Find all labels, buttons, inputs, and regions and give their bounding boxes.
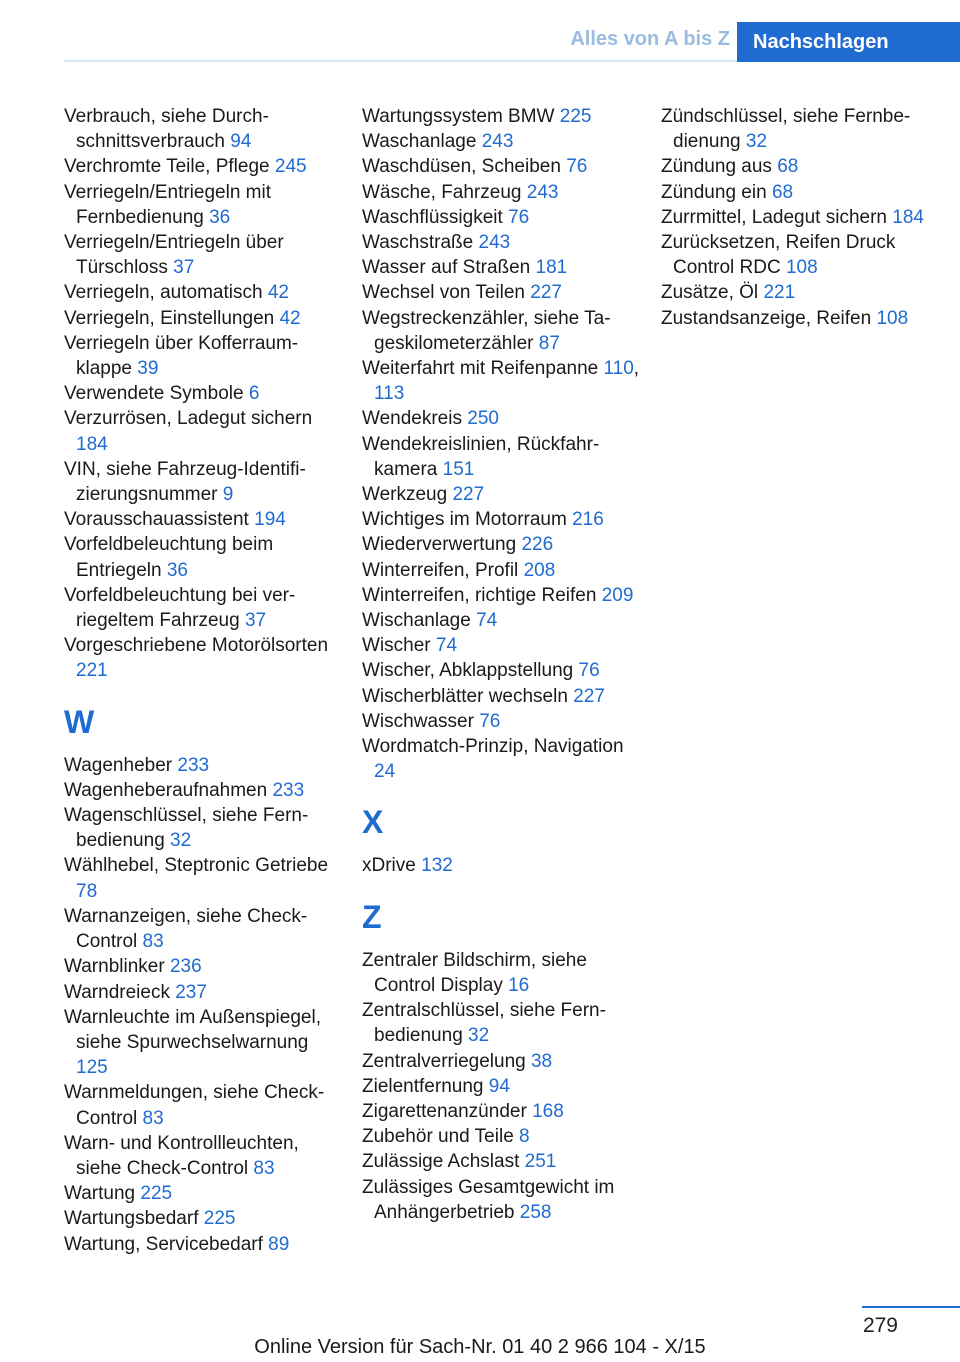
index-term: Warnblinker [64,956,165,978]
index-term: Vorfeldbeleuchtung bei verriegeltem Fahrzeug [64,584,296,632]
index-term: Wischanlage [362,610,471,632]
footer-rule [862,1306,960,1308]
index-entry [362,532,642,557]
index-term: Wartung [64,1183,136,1205]
index-entry [64,180,344,230]
index-term: Warndreieck [64,981,170,1003]
index-term: Warnanzeigen, siehe Check-Control [64,905,308,953]
index-term: Verriegeln über Kofferraumklappe [64,332,299,380]
index-entry [362,180,642,205]
page-link[interactable]: 68 [771,181,794,203]
index-column-2 [362,104,642,1225]
index-term: Zielentfernung [362,1075,484,1097]
page-link[interactable]: 250 [467,408,499,430]
index-entry [64,406,344,456]
page-link[interactable]: 36 [166,559,188,581]
index-term: Zurücksetzen, Reifen Druck Control RDC [661,232,896,279]
page-link[interactable]: 221 [76,660,108,682]
page-link[interactable]: 194 [254,509,286,531]
page-link[interactable]: 225 [140,1183,173,1205]
index-entry [64,331,344,381]
index-entry [661,230,941,280]
index-term: Wagenheberaufnahmen [64,779,268,801]
index-term: Wagenschlüssel, siehe Fernbedienung [64,805,309,852]
page-link[interactable]: 9 [222,484,234,506]
index-entry [362,998,642,1048]
index-entry [64,280,344,305]
page-link[interactable]: 38 [530,1050,553,1072]
index-term: Zentralverriegelung [362,1050,526,1072]
index-entry [64,1181,344,1206]
index-term: Wagenheber [64,754,173,776]
index-entry [362,1099,642,1124]
section-letter: W [64,703,95,740]
index-term: Zulässiges Gesamtgewicht im Anhängerbetrieb [362,1176,615,1223]
index-term: Waschflüssigkeit [362,206,503,228]
index-entry [362,1124,642,1149]
index-term: Zentralschlüssel, siehe Fernbedienung [362,1000,606,1047]
index-entry [64,1206,344,1231]
page-link[interactable]: 32 [745,131,768,153]
index-term: Wartungssystem BMW [362,106,555,127]
index-term: Zubehör und Teile [362,1126,514,1148]
page-link[interactable]: 233 [177,754,210,776]
index-term: Waschdüsen, Scheiben [362,156,561,178]
page-link[interactable]: 216 [572,509,604,531]
index-term: Werkzeug [362,484,448,506]
page-link[interactable]: 237 [175,981,207,1003]
index-term: Vorausschauassistent [64,509,249,531]
index-entry [362,734,642,784]
index-entry [362,853,642,878]
index-term: Verriegeln, automatisch [64,282,263,304]
index-term: Wordmatch-Prinzip, Navigation [362,736,624,758]
index-term: Waschanlage [362,131,477,153]
page-link[interactable]: 36 [209,206,231,228]
index-term: Zustandsanzeige, Reifen [661,307,872,329]
page-link[interactable]: 94 [230,131,252,153]
index-term: Winterreifen, Profil [362,559,519,581]
page-link[interactable]: 243 [478,232,511,254]
page-link[interactable]: 42 [279,307,301,329]
index-entry [64,1005,344,1081]
index-entry [362,230,642,255]
index-term: Warnleuchte im Außenspiegel, siehe Spurwechselwarnung [64,1006,321,1053]
index-entry [362,432,642,482]
page-link[interactable]: 8 [519,1126,530,1148]
page-link[interactable]: 208 [523,559,556,581]
index-entry [64,954,344,979]
index-entry [64,803,344,853]
page-link[interactable]: 76 [578,660,600,682]
page-link[interactable]: 83 [142,931,164,953]
page-link[interactable]: 16 [508,974,530,996]
page-link[interactable]: 221 [763,282,796,304]
index-entry [362,482,642,507]
index-entry [64,633,344,683]
index-term: Wäsche, Fahrzeug [362,181,522,203]
index-entry [362,608,642,633]
index-term: Wendekreis [362,408,462,430]
index-term: Verriegeln, Einstellungen [64,307,275,329]
index-entry [362,154,642,179]
page-link[interactable]: 245 [274,156,307,178]
index-entry [661,205,941,230]
page-link[interactable]: 6 [248,383,260,405]
page-link[interactable]: 76 [479,710,501,732]
index-term: Zulässige Achslast [362,1151,520,1173]
index-term: Wasser auf Straßen [362,257,531,279]
index-entry [64,1232,344,1257]
page-link[interactable]: 39 [137,358,159,380]
section-title: Alles von A bis Z [570,28,730,50]
index-term: VIN, siehe Fahrzeug-Identifizierungsnummer [64,458,306,506]
page-link[interactable]: 209 [601,584,634,606]
page-link[interactable]: 243 [481,131,514,153]
index-entry: Weiterfahrt mit Reifenpanne 110, 113 [362,358,640,405]
index-term: Vorfeldbeleuchtung beim Entriegeln [64,534,274,581]
index-entry [64,381,344,406]
page-link[interactable]: 37 [244,610,267,632]
index-entry [362,280,642,305]
index-entry [362,306,642,356]
index-entry [64,904,344,954]
index-entry [362,1175,642,1225]
index-term: Winterreifen, richtige Reifen [362,584,597,606]
index-entry [661,154,941,179]
index-entry [64,583,344,633]
index-term: Wischer, Abklappstellung [362,660,574,682]
index-term: Zigarettenanzünder [362,1100,527,1122]
index-term: Verriegeln/Entriegeln mit Fernbedienung [64,181,271,228]
index-term: Vorgeschriebene Motorölsorten [64,635,329,657]
page-link[interactable]: 74 [435,635,458,657]
index-term: Zündschlüssel, siehe Fernbedienung [661,106,911,153]
index-entry [362,1149,642,1174]
index-entry [64,853,344,903]
page-link[interactable]: 68 [777,156,799,178]
page-link[interactable]: 181 [535,257,568,279]
page-link[interactable]: 113 [374,383,405,405]
index-entry [362,129,642,154]
index-entry [64,457,344,507]
page-link[interactable]: 108 [785,257,818,279]
index-term: Weiterfahrt mit Reifenpanne [362,358,599,380]
index-term: xDrive [362,855,416,877]
index-term: Zentraler Bildschirm, siehe Control Display [362,949,587,996]
index-term: Verriegeln/Entriegeln über Türschloss [64,232,284,279]
index-entry [362,205,642,230]
page-link[interactable]: 74 [476,610,498,632]
page-link[interactable]: 83 [253,1157,275,1179]
index-entry [64,753,344,778]
page-link[interactable]: 94 [488,1075,510,1097]
page-link[interactable]: 168 [532,1100,564,1122]
index-term: Warnmeldungen, siehe Check-Control [64,1082,325,1129]
page-link[interactable]: 37 [173,257,195,279]
index-term: Waschstraße [362,232,474,254]
index-entry [661,306,941,331]
page-link[interactable]: 87 [538,332,560,354]
index-term: Wendekreislinien, Rückfahrkamera [362,433,600,480]
index-term: Wischer [362,635,431,657]
page-link[interactable]: 227 [573,685,605,707]
index-entry [661,180,941,205]
page-link[interactable]: 76 [566,156,588,178]
section-letter: Z [362,898,382,935]
index-entry [64,1080,344,1130]
page-link[interactable]: 233 [272,779,305,801]
page-link[interactable]: 24 [374,761,396,783]
page-link[interactable]: 110 [603,358,634,380]
index-term: Verwendete Symbole [64,383,244,405]
index-term: Warn- und Kontrollleuchten, siehe Check-Control [64,1132,299,1179]
index-entry [64,306,344,331]
index-entry [362,633,642,658]
index-entry [362,255,642,280]
index-column-3 [661,104,941,331]
page-link[interactable]: 76 [508,206,530,228]
page-link[interactable]: 108 [876,307,909,329]
index-entry [64,532,344,582]
index-entry [64,230,344,280]
page-link[interactable]: 226 [521,534,554,556]
index-entry [362,1049,642,1074]
index-entry [64,154,344,179]
index-term: Wartungsbedarf [64,1208,199,1230]
index-entry [661,280,941,305]
page-link[interactable]: 78 [76,880,98,902]
index-term: Wegstreckenzähler, siehe Tageskilometerzähler [362,307,611,354]
index-term: Wählhebel, Steptronic Getriebe [64,855,329,877]
tab-nachschlagen[interactable]: Nachschlagen [737,22,960,62]
page-link[interactable]: 227 [452,484,485,506]
page-link[interactable]: 89 [268,1233,290,1255]
index-term: Verbrauch, siehe Durchschnittsverbrauch [64,106,269,153]
section-letter: X [362,804,384,841]
index-entry [362,1074,642,1099]
page-link[interactable]: 243 [526,181,559,203]
index-entry [64,778,344,803]
index-term: Zurrmittel, Ladegut sichern [661,206,887,228]
page-link[interactable]: 125 [76,1057,108,1079]
index-term: Verzurrösen, Ladegut sichern [64,408,313,430]
page-link[interactable]: 184 [76,433,108,455]
online-version-note: Online Version für Sach-Nr. 01 40 2 966 104 - X/15 [254,1336,706,1358]
page-link[interactable]: 225 [559,106,592,127]
index-term: Wechsel von Teilen [362,282,526,304]
index-entry [362,104,642,129]
page-link[interactable]: 184 [892,206,924,228]
index-entry [362,948,642,998]
index-term: Verchromte Teile, Pflege [64,156,270,178]
index-entry [64,104,344,154]
page-link[interactable]: 42 [267,282,289,304]
index-term: Wischerblätter wechseln [362,685,568,707]
index-term: Zündung aus [661,156,772,178]
index-term: Zündung ein [661,181,767,203]
index-term: Zusätze, Öl [661,282,759,304]
index-entry [64,507,344,532]
page-link[interactable]: 225 [203,1208,236,1230]
index-column-1 [64,104,344,1257]
page-link[interactable]: 251 [524,1151,557,1173]
index-entry [362,658,642,683]
page-link[interactable]: 236 [169,956,202,978]
index-term: Wiederverwertung [362,534,517,556]
page-link[interactable]: 32 [468,1025,490,1047]
index-entry [362,406,642,431]
index-term: Wichtiges im Motorraum [362,509,567,531]
index-entry [661,104,941,154]
index-entry [362,507,642,532]
index-term: Wischwasser [362,710,474,732]
index-entry [362,558,642,583]
index-term: Wartung, Servicebedarf [64,1233,263,1255]
page-link[interactable]: 151 [442,458,475,480]
page-link[interactable]: 32 [170,830,192,852]
page-link[interactable]: 258 [519,1201,552,1223]
index-entry [64,980,344,1005]
page-link[interactable]: 132 [421,855,453,877]
index-entry [362,583,642,608]
page-link[interactable]: 227 [530,282,562,304]
page-link[interactable]: 83 [142,1107,164,1129]
index-entry [362,709,642,734]
index-entry [64,1131,344,1181]
page-number: 279 [862,1314,898,1337]
index-entry [362,684,642,709]
